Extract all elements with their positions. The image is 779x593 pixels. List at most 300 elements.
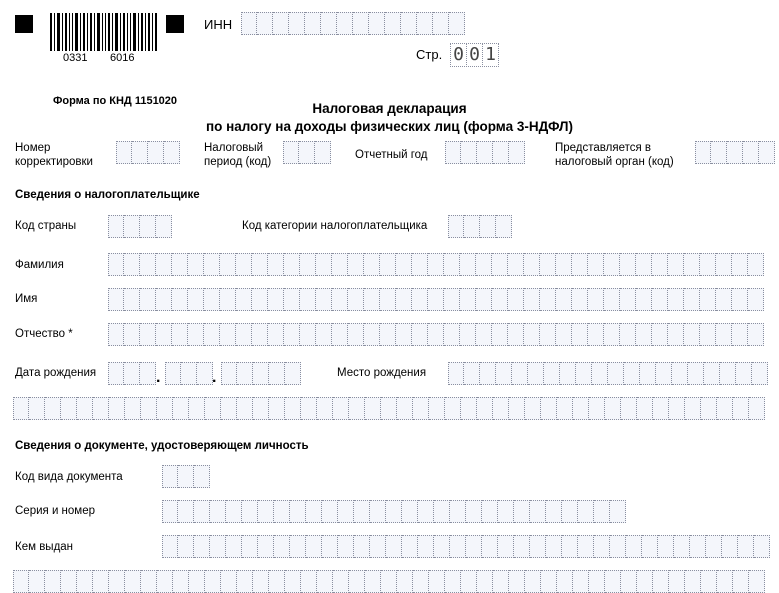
char-cell[interactable] <box>704 362 720 385</box>
char-cell[interactable] <box>162 535 178 558</box>
birth-place-field-line2[interactable] <box>13 397 765 420</box>
char-cell[interactable] <box>461 397 477 420</box>
char-cell[interactable] <box>221 362 237 385</box>
char-cell[interactable] <box>576 362 592 385</box>
char-cell[interactable] <box>429 397 445 420</box>
char-cell[interactable] <box>717 397 733 420</box>
char-cell[interactable] <box>332 323 348 346</box>
char-cell[interactable] <box>732 253 748 276</box>
char-cell[interactable] <box>578 535 594 558</box>
char-cell[interactable] <box>332 253 348 276</box>
char-cell[interactable] <box>572 323 588 346</box>
char-cell[interactable] <box>172 288 188 311</box>
char-cell[interactable] <box>354 535 370 558</box>
char-cell[interactable] <box>300 288 316 311</box>
char-cell[interactable] <box>524 288 540 311</box>
char-cell[interactable] <box>396 288 412 311</box>
char-cell[interactable] <box>157 397 173 420</box>
char-cell[interactable] <box>204 288 220 311</box>
char-cell[interactable] <box>181 362 197 385</box>
taxpayer-category-field[interactable] <box>448 215 512 238</box>
char-cell[interactable] <box>556 288 572 311</box>
char-cell[interactable] <box>588 288 604 311</box>
char-cell[interactable] <box>684 288 700 311</box>
char-cell[interactable] <box>417 12 433 35</box>
char-cell[interactable] <box>220 288 236 311</box>
char-cell[interactable] <box>428 288 444 311</box>
char-cell[interactable] <box>752 362 768 385</box>
char-cell[interactable] <box>685 397 701 420</box>
char-cell[interactable] <box>604 253 620 276</box>
char-cell[interactable] <box>364 253 380 276</box>
char-cell[interactable] <box>560 362 576 385</box>
char-cell[interactable] <box>557 397 573 420</box>
char-cell[interactable] <box>605 397 621 420</box>
char-cell[interactable] <box>268 288 284 311</box>
char-cell[interactable] <box>720 362 736 385</box>
char-cell[interactable] <box>434 535 450 558</box>
char-cell[interactable] <box>61 397 77 420</box>
char-cell[interactable] <box>448 215 464 238</box>
char-cell[interactable] <box>738 535 754 558</box>
char-cell[interactable] <box>620 288 636 311</box>
char-cell[interactable] <box>722 535 738 558</box>
char-cell[interactable] <box>252 253 268 276</box>
char-cell[interactable] <box>284 323 300 346</box>
char-cell[interactable] <box>508 288 524 311</box>
char-cell[interactable] <box>194 465 210 488</box>
char-cell[interactable] <box>370 535 386 558</box>
char-cell[interactable] <box>242 535 258 558</box>
char-cell[interactable] <box>493 141 509 164</box>
char-cell[interactable] <box>306 500 322 523</box>
char-cell[interactable] <box>716 323 732 346</box>
birth-month-field[interactable] <box>165 362 213 385</box>
char-cell[interactable] <box>509 397 525 420</box>
char-cell[interactable] <box>445 397 461 420</box>
char-cell[interactable] <box>642 535 658 558</box>
char-cell[interactable] <box>237 362 253 385</box>
char-cell[interactable] <box>140 288 156 311</box>
char-cell[interactable] <box>301 397 317 420</box>
char-cell[interactable] <box>273 12 289 35</box>
char-cell[interactable] <box>269 397 285 420</box>
char-cell[interactable] <box>556 253 572 276</box>
char-cell[interactable] <box>690 535 706 558</box>
char-cell[interactable] <box>748 323 764 346</box>
char-cell[interactable] <box>477 397 493 420</box>
char-cell[interactable] <box>413 397 429 420</box>
char-cell[interactable] <box>290 500 306 523</box>
char-cell[interactable] <box>13 397 29 420</box>
char-cell[interactable] <box>386 500 402 523</box>
char-cell[interactable] <box>476 323 492 346</box>
char-cell[interactable] <box>428 253 444 276</box>
char-cell[interactable] <box>412 288 428 311</box>
char-cell[interactable] <box>268 253 284 276</box>
correction-number-field[interactable] <box>116 141 180 164</box>
char-cell[interactable] <box>700 323 716 346</box>
char-cell[interactable] <box>333 397 349 420</box>
char-cell[interactable] <box>322 500 338 523</box>
char-cell[interactable] <box>108 253 124 276</box>
char-cell[interactable] <box>546 500 562 523</box>
char-cell[interactable] <box>509 141 525 164</box>
page-number-field[interactable] <box>450 43 498 67</box>
char-cell[interactable] <box>684 253 700 276</box>
char-cell[interactable] <box>716 253 732 276</box>
char-cell[interactable] <box>433 12 449 35</box>
char-cell[interactable] <box>204 323 220 346</box>
char-cell[interactable] <box>156 215 172 238</box>
char-cell[interactable] <box>448 362 464 385</box>
char-cell[interactable] <box>386 535 402 558</box>
char-cell[interactable] <box>257 12 273 35</box>
birth-place-field-line1[interactable] <box>448 362 768 385</box>
char-cell[interactable] <box>492 253 508 276</box>
char-cell[interactable] <box>668 288 684 311</box>
char-cell[interactable] <box>589 397 605 420</box>
char-cell[interactable] <box>743 141 759 164</box>
char-cell[interactable] <box>125 397 141 420</box>
char-cell[interactable] <box>668 253 684 276</box>
char-cell[interactable] <box>496 362 512 385</box>
char-cell[interactable] <box>482 500 498 523</box>
char-cell[interactable] <box>162 465 178 488</box>
char-cell[interactable] <box>652 288 668 311</box>
char-cell[interactable] <box>289 12 305 35</box>
char-cell[interactable] <box>401 12 417 35</box>
char-cell[interactable] <box>194 500 210 523</box>
document-type-field[interactable] <box>162 465 210 488</box>
char-cell[interactable] <box>140 253 156 276</box>
char-cell[interactable] <box>45 397 61 420</box>
char-cell[interactable] <box>370 500 386 523</box>
char-cell[interactable] <box>116 141 132 164</box>
char-cell[interactable] <box>285 397 301 420</box>
char-cell[interactable] <box>512 362 528 385</box>
char-cell[interactable] <box>482 535 498 558</box>
char-cell[interactable] <box>477 141 493 164</box>
char-cell[interactable] <box>205 397 221 420</box>
char-cell[interactable] <box>29 397 45 420</box>
char-cell[interactable] <box>210 500 226 523</box>
char-cell[interactable] <box>381 397 397 420</box>
char-cell[interactable] <box>108 215 124 238</box>
char-cell[interactable] <box>732 323 748 346</box>
char-cell[interactable] <box>380 323 396 346</box>
char-cell[interactable] <box>188 323 204 346</box>
char-cell[interactable] <box>172 253 188 276</box>
char-cell[interactable] <box>672 362 688 385</box>
char-cell[interactable] <box>156 323 172 346</box>
char-cell[interactable] <box>754 535 770 558</box>
char-cell[interactable] <box>524 323 540 346</box>
char-cell[interactable] <box>748 253 764 276</box>
char-cell[interactable] <box>124 362 140 385</box>
char-cell[interactable] <box>274 535 290 558</box>
char-cell[interactable] <box>348 288 364 311</box>
char-cell[interactable] <box>572 253 588 276</box>
char-cell[interactable] <box>226 500 242 523</box>
char-cell[interactable] <box>556 323 572 346</box>
char-cell[interactable] <box>402 535 418 558</box>
char-cell[interactable] <box>528 362 544 385</box>
char-cell[interactable] <box>349 397 365 420</box>
char-cell[interactable] <box>445 141 461 164</box>
char-cell[interactable] <box>132 141 148 164</box>
char-cell[interactable] <box>461 141 477 164</box>
char-cell[interactable] <box>316 253 332 276</box>
char-cell[interactable] <box>300 253 316 276</box>
char-cell[interactable] <box>428 323 444 346</box>
char-cell[interactable] <box>283 141 299 164</box>
char-cell[interactable] <box>237 397 253 420</box>
char-cell[interactable] <box>449 12 465 35</box>
char-cell[interactable] <box>688 362 704 385</box>
char-cell[interactable] <box>226 535 242 558</box>
char-cell[interactable] <box>498 535 514 558</box>
char-cell[interactable] <box>173 397 189 420</box>
char-cell[interactable] <box>315 141 331 164</box>
char-cell[interactable] <box>748 288 764 311</box>
char-cell[interactable] <box>450 535 466 558</box>
char-cell[interactable] <box>338 535 354 558</box>
char-cell[interactable] <box>290 535 306 558</box>
char-cell[interactable] <box>562 535 578 558</box>
char-cell[interactable] <box>204 253 220 276</box>
char-cell[interactable] <box>562 500 578 523</box>
char-cell[interactable] <box>369 12 385 35</box>
tax-authority-code-field[interactable] <box>695 141 775 164</box>
char-cell[interactable] <box>124 288 140 311</box>
char-cell[interactable] <box>604 323 620 346</box>
char-cell[interactable] <box>476 288 492 311</box>
char-cell[interactable] <box>492 288 508 311</box>
char-cell[interactable] <box>544 362 560 385</box>
char-cell[interactable] <box>380 253 396 276</box>
char-cell[interactable] <box>258 500 274 523</box>
char-cell[interactable] <box>178 500 194 523</box>
char-cell[interactable] <box>305 12 321 35</box>
char-cell[interactable] <box>514 535 530 558</box>
char-cell[interactable] <box>178 465 194 488</box>
birth-year-field[interactable] <box>221 362 301 385</box>
char-cell[interactable] <box>364 288 380 311</box>
char-cell[interactable] <box>365 397 381 420</box>
char-cell[interactable] <box>592 362 608 385</box>
char-cell[interactable] <box>284 288 300 311</box>
char-cell[interactable] <box>716 288 732 311</box>
char-cell[interactable] <box>656 362 672 385</box>
char-cell[interactable] <box>460 288 476 311</box>
char-cell[interactable] <box>93 397 109 420</box>
char-cell[interactable] <box>594 535 610 558</box>
char-cell[interactable] <box>700 253 716 276</box>
char-cell[interactable] <box>258 535 274 558</box>
char-cell[interactable] <box>364 323 380 346</box>
char-cell[interactable] <box>418 535 434 558</box>
char-cell[interactable] <box>434 500 450 523</box>
char-cell[interactable] <box>706 535 722 558</box>
char-cell[interactable] <box>541 397 557 420</box>
char-cell[interactable] <box>253 362 269 385</box>
char-cell[interactable] <box>525 397 541 420</box>
char-cell[interactable] <box>444 253 460 276</box>
char-cell[interactable] <box>524 253 540 276</box>
char-cell[interactable] <box>321 12 337 35</box>
char-cell[interactable] <box>306 535 322 558</box>
char-cell[interactable] <box>396 323 412 346</box>
char-cell[interactable] <box>684 323 700 346</box>
char-cell[interactable] <box>466 500 482 523</box>
char-cell[interactable] <box>108 362 124 385</box>
char-cell[interactable] <box>252 323 268 346</box>
char-cell[interactable] <box>594 500 610 523</box>
char-cell[interactable] <box>317 397 333 420</box>
char-cell[interactable] <box>460 253 476 276</box>
series-number-field[interactable] <box>162 500 626 523</box>
char-cell[interactable] <box>669 397 685 420</box>
issued-by-field-line1[interactable] <box>162 535 770 558</box>
char-cell[interactable] <box>492 323 508 346</box>
char-cell[interactable] <box>508 253 524 276</box>
char-cell[interactable] <box>652 253 668 276</box>
char-cell[interactable] <box>253 397 269 420</box>
char-cell[interactable] <box>464 362 480 385</box>
char-cell[interactable] <box>588 323 604 346</box>
char-cell[interactable] <box>396 253 412 276</box>
surname-field[interactable] <box>108 253 764 276</box>
char-cell[interactable] <box>711 141 727 164</box>
char-cell[interactable] <box>348 323 364 346</box>
char-cell[interactable] <box>733 397 749 420</box>
char-cell[interactable] <box>354 500 370 523</box>
char-cell[interactable] <box>299 141 315 164</box>
char-cell[interactable] <box>759 141 775 164</box>
char-cell[interactable] <box>221 397 237 420</box>
char-cell[interactable] <box>736 362 752 385</box>
char-cell[interactable] <box>338 500 354 523</box>
char-cell[interactable] <box>444 323 460 346</box>
char-cell[interactable] <box>337 12 353 35</box>
char-cell[interactable] <box>241 12 257 35</box>
char-cell[interactable] <box>178 535 194 558</box>
char-cell[interactable] <box>540 253 556 276</box>
char-cell[interactable] <box>242 500 258 523</box>
char-cell[interactable] <box>624 362 640 385</box>
char-cell[interactable] <box>749 397 765 420</box>
char-cell[interactable] <box>573 397 589 420</box>
char-cell[interactable] <box>540 288 556 311</box>
char-cell[interactable] <box>530 500 546 523</box>
tax-period-field[interactable] <box>283 141 331 164</box>
country-code-field[interactable] <box>108 215 172 238</box>
char-cell[interactable] <box>610 535 626 558</box>
char-cell[interactable] <box>727 141 743 164</box>
char-cell[interactable] <box>640 362 656 385</box>
char-cell[interactable] <box>165 362 181 385</box>
char-cell[interactable] <box>508 323 524 346</box>
char-cell[interactable] <box>148 141 164 164</box>
char-cell[interactable] <box>397 397 413 420</box>
char-cell[interactable] <box>701 397 717 420</box>
char-cell[interactable] <box>466 535 482 558</box>
char-cell[interactable] <box>162 500 178 523</box>
char-cell[interactable] <box>300 323 316 346</box>
char-cell[interactable] <box>412 323 428 346</box>
inn-field[interactable] <box>241 12 465 35</box>
char-cell[interactable] <box>236 288 252 311</box>
char-cell[interactable] <box>621 397 637 420</box>
char-cell[interactable] <box>77 397 93 420</box>
char-cell[interactable] <box>530 535 546 558</box>
char-cell[interactable] <box>189 397 205 420</box>
char-cell[interactable] <box>268 323 284 346</box>
char-cell[interactable] <box>498 500 514 523</box>
char-cell[interactable] <box>695 141 711 164</box>
char-cell[interactable] <box>658 535 674 558</box>
char-cell[interactable] <box>269 362 285 385</box>
char-cell[interactable] <box>620 323 636 346</box>
char-cell[interactable] <box>316 323 332 346</box>
first-name-field[interactable] <box>108 288 764 311</box>
char-cell[interactable] <box>732 288 748 311</box>
char-cell[interactable] <box>626 535 642 558</box>
char-cell[interactable] <box>578 500 594 523</box>
char-cell[interactable] <box>608 362 624 385</box>
char-cell[interactable] <box>108 323 124 346</box>
char-cell[interactable] <box>700 288 716 311</box>
char-cell[interactable] <box>636 288 652 311</box>
char-cell[interactable] <box>444 288 460 311</box>
char-cell[interactable] <box>514 500 530 523</box>
char-cell[interactable] <box>141 397 157 420</box>
char-cell[interactable] <box>604 288 620 311</box>
char-cell[interactable] <box>636 253 652 276</box>
char-cell[interactable] <box>156 253 172 276</box>
char-cell[interactable] <box>493 397 509 420</box>
char-cell[interactable] <box>140 323 156 346</box>
char-cell[interactable] <box>588 253 604 276</box>
char-cell[interactable] <box>285 362 301 385</box>
char-cell[interactable] <box>164 141 180 164</box>
char-cell[interactable] <box>348 253 364 276</box>
char-cell[interactable] <box>332 288 348 311</box>
char-cell[interactable] <box>418 500 434 523</box>
report-year-field[interactable] <box>445 141 525 164</box>
char-cell[interactable] <box>108 288 124 311</box>
char-cell[interactable] <box>172 323 188 346</box>
char-cell[interactable] <box>188 288 204 311</box>
char-cell[interactable] <box>220 323 236 346</box>
char-cell[interactable] <box>540 323 556 346</box>
char-cell[interactable] <box>450 500 466 523</box>
char-cell[interactable] <box>496 215 512 238</box>
char-cell[interactable] <box>620 253 636 276</box>
char-cell[interactable] <box>353 12 369 35</box>
char-cell[interactable] <box>124 215 140 238</box>
char-cell[interactable] <box>322 535 338 558</box>
char-cell[interactable] <box>464 215 480 238</box>
char-cell[interactable] <box>220 253 236 276</box>
char-cell[interactable] <box>124 323 140 346</box>
char-cell[interactable] <box>668 323 684 346</box>
char-cell[interactable] <box>274 500 290 523</box>
char-cell[interactable] <box>252 288 268 311</box>
char-cell[interactable] <box>572 288 588 311</box>
char-cell[interactable] <box>210 535 226 558</box>
